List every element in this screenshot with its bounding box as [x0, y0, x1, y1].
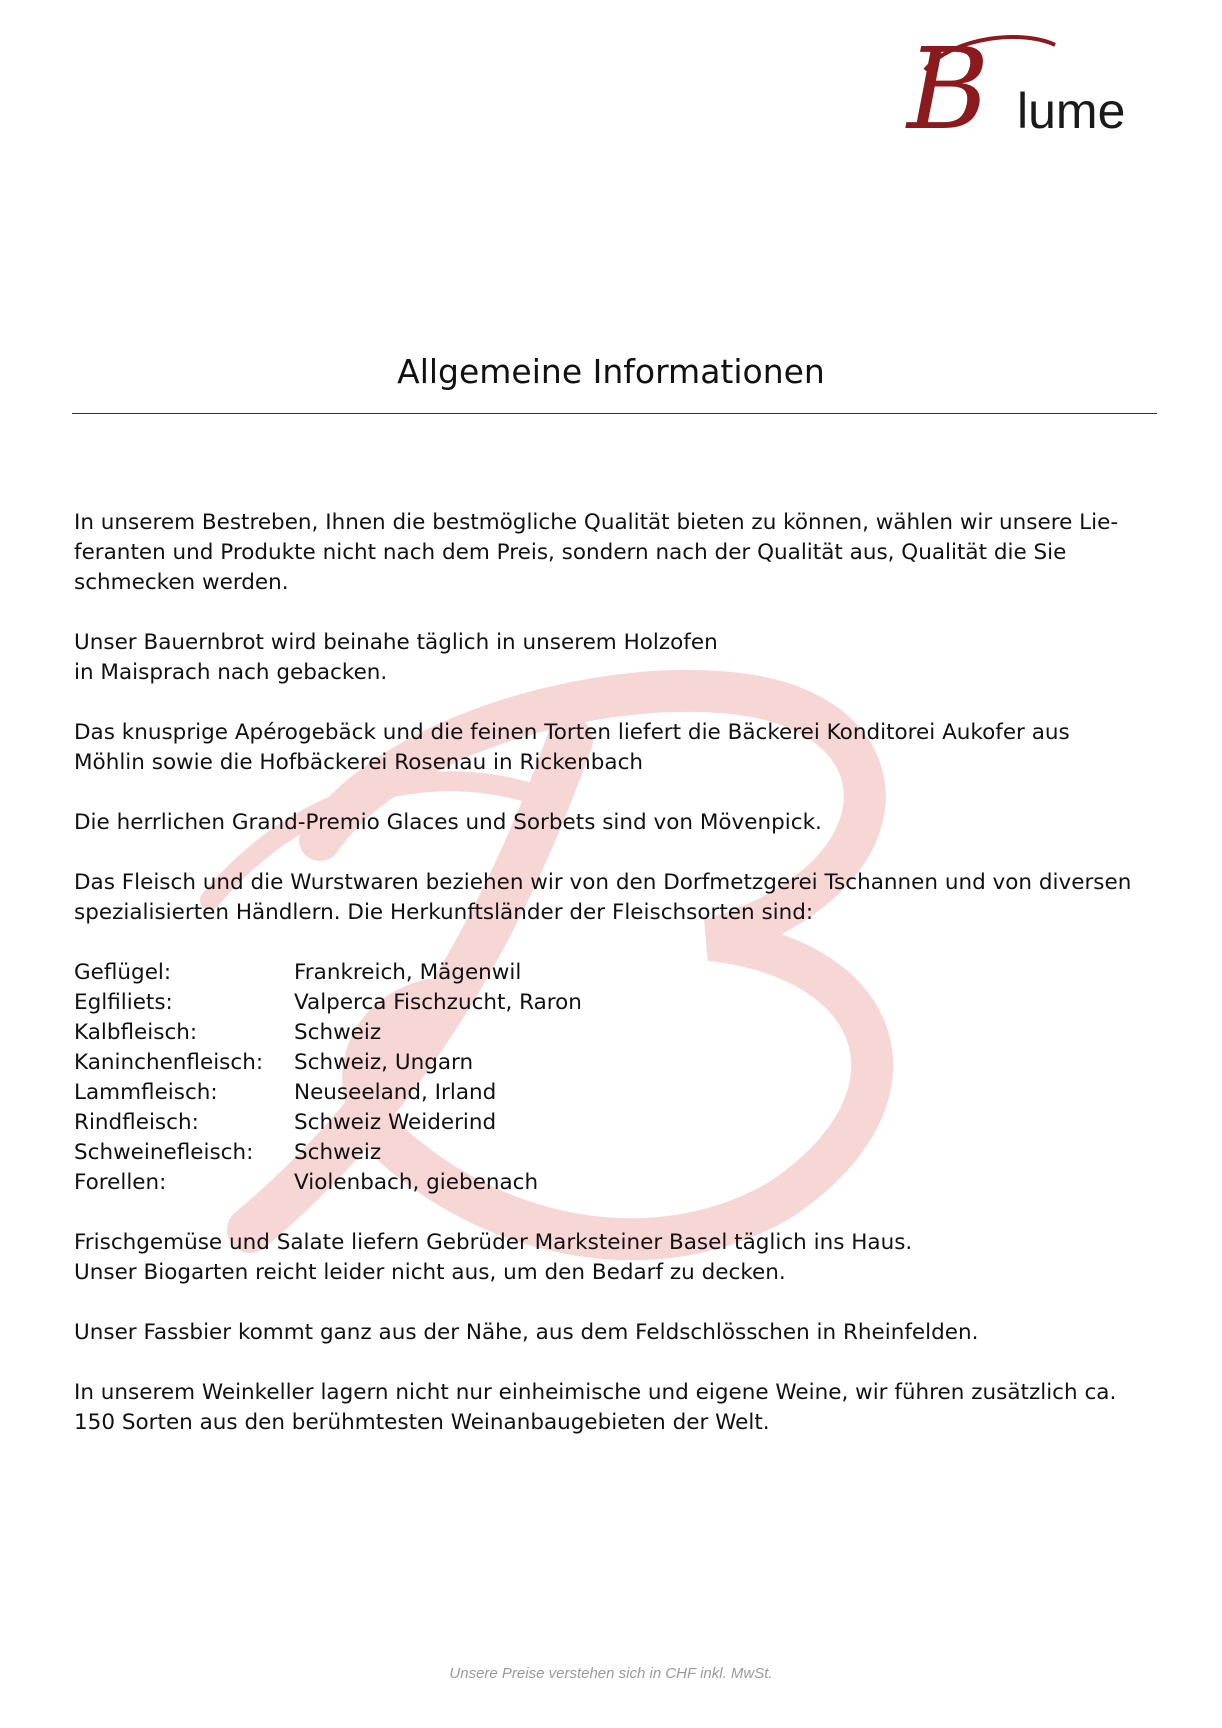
origin-label: Lammfleisch:	[74, 1080, 218, 1105]
title-divider	[72, 413, 1157, 414]
origin-value: Schweiz	[294, 1140, 382, 1165]
origin-label: Kalbfleisch:	[74, 1020, 198, 1045]
origin-row	[74, 1108, 582, 1138]
origin-label: Eglfiliets:	[74, 990, 173, 1015]
origin-value: Schweiz Weiderind	[294, 1110, 497, 1135]
origin-value: Violenbach, giebenach	[294, 1170, 539, 1195]
paragraph-ice-cream: Die herrlichen Grand-Premio Glaces und Sorbets sind von Mövenpick.	[74, 810, 822, 835]
footer-price-note: Unsere Preise verstehen sich in CHF inkl. MwSt.	[449, 1665, 773, 1682]
page-title: Allgemeine Informationen	[397, 352, 825, 391]
origin-row	[74, 1138, 582, 1168]
paragraph-wine: In unserem Weinkeller lagern nicht nur einheimische und eigene Weine, wir führen zusätzlich ca. 150 Sorten aus den berühmtesten Weinanbaugebieten der Welt.	[74, 1380, 1117, 1435]
origin-label: Forellen:	[74, 1170, 167, 1195]
paragraph-meat: Das Fleisch und die Wurstwaren beziehen wir von den Dorfmetzgerei Tschannen und von diversen spezialisierten Händlern. Die Herkunftsländer der Fleischsorten sind:	[74, 870, 1132, 925]
origin-value: Schweiz, Ungarn	[294, 1050, 474, 1075]
meat-origin-table	[74, 958, 582, 1198]
origin-row	[74, 1168, 582, 1198]
paragraph-quality: In unserem Bestreben, Ihnen die bestmögliche Qualität bieten zu können, wählen wir unsere Lie- feranten und Produkte nicht nach dem Preis, sondern nach der Qualität aus, Qualität die Sie schmecken werden.	[74, 510, 1119, 595]
origin-row	[74, 1048, 582, 1078]
blume-logo	[905, 30, 1170, 145]
origin-row	[74, 958, 582, 988]
origin-label: Geflügel:	[74, 960, 172, 985]
origin-value: Frankreich, Mägenwil	[294, 960, 522, 985]
origin-value: Valperca Fischzucht, Raron	[294, 990, 582, 1015]
paragraph-beer: Unser Fassbier kommt ganz aus der Nähe, aus dem Feldschlösschen in Rheinfelden.	[74, 1320, 979, 1345]
paragraph-bread: Unser Bauernbrot wird beinahe täglich in unserem Holzofen in Maisprach nach gebacken.	[74, 630, 718, 685]
paragraph-vegetables: Frischgemüse und Salate liefern Gebrüder Marksteiner Basel täglich ins Haus. Unser Biogarten reicht leider nicht aus, um den Bedarf zu decken.	[74, 1230, 913, 1285]
paragraph-bakery: Das knusprige Apérogebäck und die feinen Torten liefert die Bäckerei Konditorei Aukofer aus Möhlin sowie die Hofbäckerei Rosenau in Rickenbach	[74, 720, 1070, 775]
origin-value: Schweiz	[294, 1020, 382, 1045]
document-body	[74, 508, 1164, 1468]
origin-label: Rindfleisch:	[74, 1110, 199, 1135]
origin-row	[74, 1078, 582, 1108]
origin-value: Neuseeland, Irland	[294, 1080, 497, 1105]
origin-row	[74, 1018, 582, 1048]
origin-label: Kaninchenfleisch:	[74, 1050, 264, 1075]
logo-rest: lume	[1017, 83, 1126, 139]
logo-initial: B	[907, 30, 990, 145]
origin-label: Schweinefleisch:	[74, 1140, 254, 1165]
blume-logo-graphic	[905, 30, 1170, 145]
origin-row	[74, 988, 582, 1018]
